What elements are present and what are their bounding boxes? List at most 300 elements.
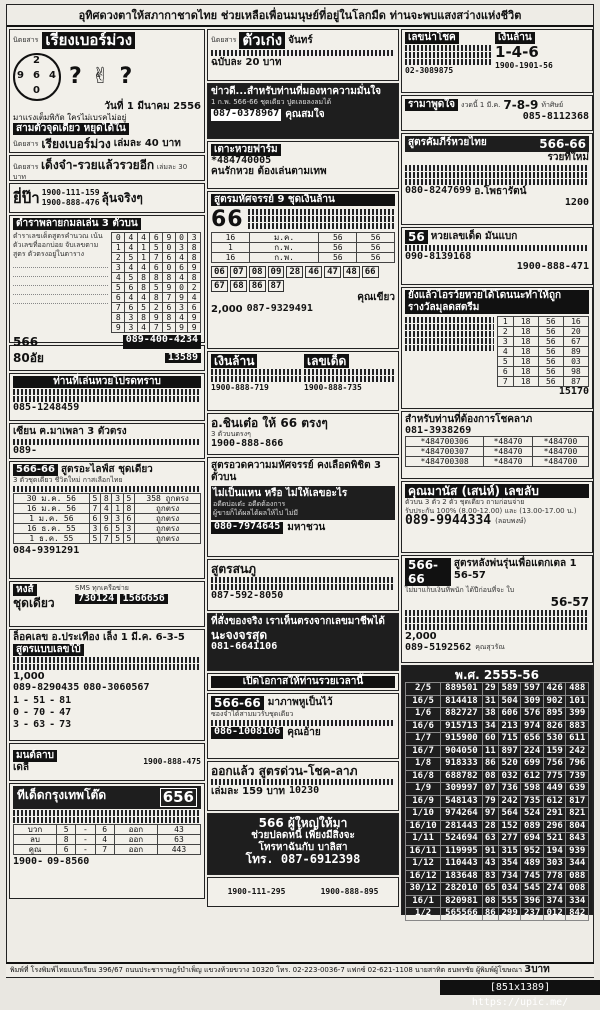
ad-phone: 080-7974645 xyxy=(211,522,283,534)
ad-lottery-list xyxy=(401,287,593,409)
table-cell: 8 xyxy=(188,243,201,253)
ad-title: เตาะหวยฟาร์ม xyxy=(211,144,281,156)
ad-rama xyxy=(401,95,593,131)
table-cell: 5 xyxy=(163,323,176,333)
table-cell: ม.ค. xyxy=(249,233,319,243)
table-cell: 9 xyxy=(163,283,176,293)
table-cell: 56 xyxy=(538,317,563,327)
ad-text: 1 ก.พ. 566-66 ชุดเดียว ปูตเลยลงลมได้ xyxy=(211,98,332,106)
table-row xyxy=(406,783,589,796)
ad-phone: 1900-888-895 xyxy=(320,887,379,896)
footer-text: พิมพ์ที่ โรงพิมพ์ไทยแบบเรียน 396/67 ถนนประชาราษฎร์บำเพ็ญ แขวงห้วยขวาง 10320 โทร. 02-223-0036-7 แฟกซ์ 02-621-1108 นายสาทิต ธนพรชัย ผู้พิมพ์ผู้โฆษณา xyxy=(10,966,522,974)
ad-numbers: 56-57 xyxy=(550,595,589,609)
table-cell: 5 xyxy=(123,534,134,544)
ad-title: เลขน่าโชค xyxy=(405,32,459,44)
table-row xyxy=(406,870,589,883)
table-cell: 6 xyxy=(125,303,138,313)
result-cell: 612 xyxy=(543,795,566,808)
table-cell: 4 xyxy=(188,293,201,303)
table-cell: 6 xyxy=(112,293,125,303)
ad-header xyxy=(405,136,589,152)
table-cell: 8 xyxy=(137,313,150,323)
ad-real-thing xyxy=(207,613,399,671)
number-chip: 09 xyxy=(268,266,285,278)
table-cell: ออก xyxy=(114,825,157,835)
table-cell: 89 xyxy=(563,347,588,357)
ad-tag: รวยที่ใหม่ xyxy=(547,152,589,163)
column-right xyxy=(401,29,593,917)
sms-number: 730124 xyxy=(75,594,117,604)
ad-bottom-phones xyxy=(207,877,399,907)
table-cell: *484700 xyxy=(532,457,588,467)
ad-title: มนต์ลาบ xyxy=(13,750,57,762)
question-marks: ? ✌ ? xyxy=(69,64,134,89)
result-cell: 796 xyxy=(566,758,589,771)
ad-title: ลุ้นจริงๆ xyxy=(101,191,143,205)
ad-issue: ฉบับละ 20 บาท xyxy=(211,57,282,68)
table-cell: 56 xyxy=(538,377,563,387)
ad-line: อดีดบ่อเด๋ะ อดีดต้องการ xyxy=(213,500,286,508)
masthead-bottom-label: นิตยสาร xyxy=(13,139,39,148)
table-cell: ก.พ. xyxy=(249,243,319,253)
result-cell: 939 xyxy=(566,845,589,858)
ad-sub: 3 ตัวชุดเดียว ชีวิตใหม่ กาสเลือกไทย xyxy=(13,476,123,484)
masthead-date: วันที่ 1 มีนาคม 2556 xyxy=(104,101,201,112)
table-cell: *48470 xyxy=(484,457,533,467)
result-cell: 843 xyxy=(566,833,589,846)
table-cell: ลบ xyxy=(14,835,57,845)
code-table xyxy=(405,436,589,467)
table-cell: 56 xyxy=(319,253,357,263)
table-cell: 56 xyxy=(538,347,563,357)
table-cell: 4 xyxy=(95,835,114,845)
ad-line: รับประกัน 100% (8.00-12.00) และ (13.00-17.00 น.) xyxy=(405,507,577,515)
table-cell: 6 xyxy=(188,303,201,313)
table-cell: 4 xyxy=(137,233,150,243)
table-cell: *484700308 xyxy=(406,457,484,467)
ad-phone: 080-8247699 xyxy=(405,185,472,196)
table-row xyxy=(406,683,589,696)
result-cell: 374 xyxy=(543,895,566,908)
table-cell: 4 xyxy=(101,504,112,514)
result-cell: 734 xyxy=(498,870,521,883)
number-chip: 47 xyxy=(324,266,341,278)
result-cell: 952 xyxy=(521,845,544,858)
table-cell: 63 xyxy=(157,835,200,845)
ad-phone: 1900-111-159 xyxy=(41,188,100,197)
result-cell: 012 xyxy=(543,908,566,921)
ad-brand: 80อัย xyxy=(13,351,44,365)
result-cell: 889501 xyxy=(441,683,483,696)
ad-alife xyxy=(9,461,205,579)
ad-thai-scripture xyxy=(401,133,593,225)
table-cell: 5 xyxy=(137,303,150,313)
sms-code: 566-66 xyxy=(405,558,451,586)
table-cell: 4 xyxy=(125,243,138,253)
table-cell: 7 xyxy=(101,534,112,544)
ad-numbers: 7-8-9 xyxy=(503,98,539,112)
table-cell: 8 xyxy=(112,313,125,323)
column-left xyxy=(9,29,205,901)
ad-phone: 089-5192562 xyxy=(405,642,472,653)
table-cell: 9 xyxy=(112,323,125,333)
ad-text xyxy=(13,232,108,333)
table-cell: 3 xyxy=(498,337,514,347)
table-cell: ถูกตรง xyxy=(135,504,201,514)
table-cell: 2 xyxy=(188,283,201,293)
result-cell: 882727 xyxy=(441,708,483,721)
table-cell: 4 xyxy=(175,313,188,323)
result-cell: 31 xyxy=(482,695,498,708)
table-cell: 2 xyxy=(498,327,514,337)
newspaper-page xyxy=(6,4,594,978)
ad-sub: ไม่มาแก็บเงินที่พนัก ได้ปีก่อนที่จะ ใบ xyxy=(405,586,515,594)
table-cell: 3 xyxy=(175,243,188,253)
result-cell: 820981 xyxy=(441,895,483,908)
result-cell: 736 xyxy=(498,783,521,796)
result-cell: 396 xyxy=(521,895,544,908)
table-row xyxy=(498,357,589,367)
ad-title: สูตรอะไลฟ์ส ชุดเดียว xyxy=(60,464,153,475)
table-cell: ก.พ. xyxy=(249,253,319,263)
number-cell: 3 xyxy=(13,719,20,730)
number-chip: 08 xyxy=(249,266,266,278)
table-cell: ถูกตรง xyxy=(135,524,201,534)
number-chip: 87 xyxy=(268,280,285,292)
number-row xyxy=(13,719,201,731)
table-cell: 0 xyxy=(112,233,125,243)
ad-code: 66 xyxy=(211,207,244,232)
ad-phone: 09-8560 xyxy=(47,856,90,867)
table-cell: 443 xyxy=(157,845,200,855)
ad-title: หวยเลขเด็ด มันแบก xyxy=(430,231,518,242)
table-row xyxy=(406,708,589,721)
ad-title: สูตรมหัศจรรย์ 9 ชุดเงินล้าน xyxy=(211,194,395,206)
result-cell: 842 xyxy=(566,908,589,921)
table-cell: *48470 xyxy=(484,437,533,447)
ad-line: ตัวบน 3 ตัว 2 ตัว ชุดเดียว ถามก่อนจ่าย xyxy=(405,498,525,506)
table-cell: 3 xyxy=(89,524,100,534)
result-cell: 29 xyxy=(482,683,498,696)
table-cell: 16 xyxy=(212,253,250,263)
table-cell: 16 ธ.ค. 55 xyxy=(14,524,90,534)
result-cell: 897 xyxy=(498,745,521,758)
table-cell: 4 xyxy=(112,273,125,283)
result-cell: 576 xyxy=(521,708,544,721)
result-cell: 008 xyxy=(566,883,589,896)
ad-566-main xyxy=(207,693,399,759)
ad-phone: 085-1248459 xyxy=(13,402,80,413)
table-cell: 18 xyxy=(513,327,538,337)
table-cell: 8 xyxy=(123,504,134,514)
table-row xyxy=(406,908,589,921)
table-cell: 7 xyxy=(95,845,114,855)
table-cell: 1 ธ.ค. 55 xyxy=(14,534,90,544)
result-cell: 07 xyxy=(482,783,498,796)
ad-line: ไม่เป็นแหน หรือ ไม่ให้เลขอะไร xyxy=(213,488,348,499)
result-cell: 489 xyxy=(521,858,544,871)
result-cell: 277 xyxy=(498,833,521,846)
table-cell: 8 xyxy=(101,494,112,504)
ad-title: สูตรอวดความมหัศจรรย์ คงเลือดพิชิต 3 ตัวบน xyxy=(211,460,381,483)
ad-title: สำหรับท่านที่ต้องการโชคลาภ xyxy=(405,414,533,425)
result-cell: 826 xyxy=(543,720,566,733)
table-cell: 87 xyxy=(563,377,588,387)
result-cell: 589 xyxy=(498,683,521,696)
result-cell: 530 xyxy=(543,733,566,746)
result-cell: 334 xyxy=(566,895,589,908)
table-cell: 8 xyxy=(163,313,176,323)
table-row xyxy=(406,808,589,821)
ad-title: รามาพูดใจ xyxy=(405,99,458,111)
result-cell: 08 xyxy=(482,895,498,908)
table-cell: 9 xyxy=(101,514,112,524)
result-cell: 16/9 xyxy=(406,795,441,808)
ad-chinto xyxy=(207,413,399,455)
table-cell: 7 xyxy=(150,253,163,263)
table-row xyxy=(212,243,395,253)
table-cell: 1 ม.ค. 56 xyxy=(14,514,90,524)
result-cell: 16/8 xyxy=(406,770,441,783)
result-cell: 315 xyxy=(498,845,521,858)
result-cell: 08 xyxy=(482,770,498,783)
table-cell: 1 xyxy=(212,243,250,253)
ad-title-2: เงินล้าน xyxy=(495,32,535,44)
result-cell: 699 xyxy=(521,758,544,771)
footer-price: 3บาท xyxy=(524,964,550,975)
date-table xyxy=(211,232,395,263)
sms-number: 1566656 xyxy=(120,594,168,604)
table-cell: 9 xyxy=(188,323,201,333)
ad-lucky-number xyxy=(401,29,593,93)
table-row xyxy=(14,494,201,504)
table-cell: 0 xyxy=(163,243,176,253)
number-cell: 81 xyxy=(59,695,72,706)
table-cell: 0 xyxy=(163,263,176,273)
ad-tail: ท้าศิษย์ xyxy=(541,100,564,109)
result-cell: 918333 xyxy=(441,758,483,771)
table-cell: 16 xyxy=(563,317,588,327)
result-cell: 520 xyxy=(498,758,521,771)
ad-title: ยังแล้วไอรว์ยหวยได้โดนนะทำให้ถูกรางวัลมุลดสตรีม xyxy=(405,290,589,314)
result-cell: 38 xyxy=(482,708,498,721)
table-cell: 30 ม.ค. 56 xyxy=(14,494,90,504)
table-row xyxy=(498,367,589,377)
number-chip: 68 xyxy=(230,280,247,292)
table-row xyxy=(14,524,201,534)
ad-title: ตัวเก่ง xyxy=(239,32,285,49)
result-cell: 291 xyxy=(543,808,566,821)
ad-phone: โทร. 087-6912398 xyxy=(245,852,361,866)
results-title: พ.ศ. 2555-56 xyxy=(455,668,539,682)
ad-title: ที่สั่งของจริง เราเห็นตรงจากเลขมาชีพได้ xyxy=(211,616,385,627)
table-row xyxy=(406,845,589,858)
table-cell: 3 xyxy=(112,263,125,273)
result-cell: 745 xyxy=(521,870,544,883)
ad-phone: 087-592-8050 xyxy=(211,590,284,601)
ad-yipa xyxy=(9,183,205,213)
number-cell: - xyxy=(49,695,56,706)
result-cell: 089 xyxy=(521,820,544,833)
result-cell: 902 xyxy=(543,695,566,708)
number-cell: 73 xyxy=(59,719,72,730)
ad-brand: หงส์ xyxy=(13,584,37,596)
result-cell: 611 xyxy=(566,733,589,746)
table-row xyxy=(212,233,395,243)
ad-number: 656 xyxy=(160,788,197,807)
table-cell: 4 xyxy=(125,293,138,303)
table-cell: 4 xyxy=(498,347,514,357)
table-row xyxy=(406,695,589,708)
result-cell: 597 xyxy=(521,683,544,696)
ad-title: ตำราพลายกมลเล่น 3 ตัวบน xyxy=(13,218,141,230)
number-cell: 70 xyxy=(33,707,46,718)
result-cell: 2/5 xyxy=(406,683,441,696)
result-cell: 564 xyxy=(498,808,521,821)
result-cell: 30/12 xyxy=(406,883,441,896)
table-cell: 5 xyxy=(89,494,100,504)
table-cell: 7 xyxy=(498,377,514,387)
table-cell: 56 xyxy=(538,327,563,337)
result-cell: 778 xyxy=(543,870,566,883)
sms-code: 566-66 xyxy=(539,137,586,151)
result-cell: 775 xyxy=(543,770,566,783)
result-table xyxy=(13,493,201,544)
table-cell: 6 xyxy=(95,825,114,835)
number-chip: 46 xyxy=(305,266,322,278)
table-cell: บวก xyxy=(14,825,57,835)
ad-phone: 086-1008106 xyxy=(211,727,283,739)
table-cell: *484700306 xyxy=(406,437,484,447)
result-cell: 119995 xyxy=(441,845,483,858)
result-cell: 83 xyxy=(482,870,498,883)
table-cell: 20 xyxy=(563,327,588,337)
table-row xyxy=(406,883,589,896)
table-row xyxy=(406,795,589,808)
result-cell: 488 xyxy=(566,683,589,696)
table-cell: 6 xyxy=(123,514,134,524)
table-row xyxy=(406,457,589,467)
ad-notice xyxy=(9,373,205,421)
number-chip: 67 xyxy=(211,280,228,292)
table-row xyxy=(498,377,589,387)
ad-line: ผู้ขายก็ได้ผลได้ผลให้ไป ไม่มี xyxy=(213,509,299,517)
table-row xyxy=(498,317,589,327)
ad-manat xyxy=(401,481,593,553)
result-cell: 43 xyxy=(482,858,498,871)
result-cell: 16/5 xyxy=(406,695,441,708)
ad-issue: เล่มละ 30 บาท xyxy=(13,163,188,181)
table-cell: 4 xyxy=(175,253,188,263)
ad-line: ช่วยปลดหนี้ เพียงมีสิ่งจะ xyxy=(251,830,355,841)
watermark-link[interactable]: [851x1389] https://upic.me/ xyxy=(440,980,600,995)
ad-label: นิตยสาร xyxy=(13,163,39,171)
table-cell: 8 xyxy=(137,283,150,293)
ad-good-news xyxy=(207,83,399,139)
result-cell: 1/2 xyxy=(406,908,441,921)
ad-formula-out xyxy=(207,761,399,811)
table-row xyxy=(112,243,201,253)
ad-digit: 4 xyxy=(511,43,523,61)
table-cell: 5 xyxy=(112,283,125,293)
table-cell: 3 xyxy=(125,313,138,323)
ad-phone: 087-0378967 xyxy=(213,108,280,119)
result-cell: 213 xyxy=(498,720,521,733)
table-cell: 1 xyxy=(498,317,514,327)
result-cell: 1/8 xyxy=(406,758,441,771)
table-row xyxy=(498,327,589,337)
result-cell: 28 xyxy=(482,820,498,833)
result-cell: 1/9 xyxy=(406,783,441,796)
table-row xyxy=(112,283,201,293)
masthead-issue: เล่มละ 40 บาท xyxy=(113,138,181,149)
table-cell: 7 xyxy=(89,504,100,514)
result-cell: 344 xyxy=(566,858,589,871)
result-cell: 281443 xyxy=(441,820,483,833)
result-cell: 16/7 xyxy=(406,745,441,758)
table-cell: 43 xyxy=(157,825,200,835)
ad-dengja xyxy=(9,155,205,181)
result-cell: 97 xyxy=(482,808,498,821)
table-row xyxy=(112,323,201,333)
ad-million xyxy=(207,351,399,411)
ad-zip: 10230 xyxy=(289,785,320,796)
result-cell: 309997 xyxy=(441,783,483,796)
table-row xyxy=(14,534,201,544)
footer xyxy=(6,962,594,977)
result-cell: 86 xyxy=(482,908,498,921)
table-cell: 5 xyxy=(498,357,514,367)
number-cell: 0 xyxy=(13,707,20,718)
wheel-digit: 0 xyxy=(33,85,40,96)
ad-prathuang xyxy=(9,629,205,741)
ad-contact: (ลอบพงษ์) xyxy=(495,516,527,525)
ad-code: *484740005 xyxy=(211,155,272,166)
table-cell: 56 xyxy=(319,233,357,243)
table-cell: 8 xyxy=(56,835,75,845)
table-cell: 98 xyxy=(563,367,588,377)
result-cell: 814418 xyxy=(441,695,483,708)
result-cell: 524 xyxy=(521,808,544,821)
table-cell: 1 xyxy=(112,243,125,253)
ad-bangkok-toad xyxy=(9,783,205,899)
ad-nine-sets xyxy=(207,191,399,349)
table-row xyxy=(406,720,589,733)
ad-contact: คุณอ้าย xyxy=(287,727,321,738)
ad-digit: 6 xyxy=(528,43,539,61)
result-cell: 86 xyxy=(482,758,498,771)
ad-phone: 089-9944334 xyxy=(405,513,492,528)
number-cell: 47 xyxy=(59,707,72,718)
table-cell: 7 xyxy=(150,323,163,333)
table-cell: 0 xyxy=(175,283,188,293)
table-cell: 3 xyxy=(112,514,123,524)
table-row xyxy=(406,820,589,833)
result-cell: 804 xyxy=(566,820,589,833)
wheel-digit: 6 xyxy=(33,70,40,81)
number-cell: - xyxy=(49,707,56,718)
ad-issue: เล่มละ 159 บาท xyxy=(211,786,286,797)
sms-label: SMS ทุกเครือข่าย xyxy=(75,584,129,592)
result-cell: 883 xyxy=(566,720,589,733)
table-cell: 8 xyxy=(188,253,201,263)
ad-title: ชุดเดียว xyxy=(13,596,55,610)
ad-label: นิตยสาร xyxy=(211,36,237,44)
table-cell: ออก xyxy=(114,835,157,845)
ad-title-2: เดลี่ xyxy=(13,762,30,773)
ad-title: ออกแล้ว สูตรด่วน-โชค-ลาภ xyxy=(211,764,358,778)
result-cell: 242 xyxy=(498,795,521,808)
